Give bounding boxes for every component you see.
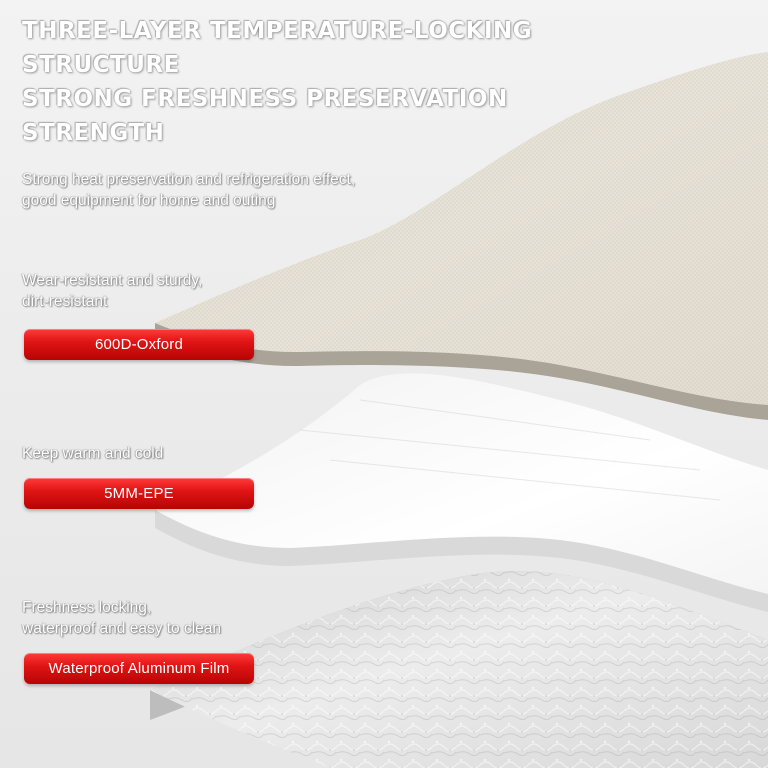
feature-epe-line-1: Keep warm and cold: [22, 445, 164, 462]
title-line-1: THREE-LAYER TEMPERATURE-LOCKING: [22, 18, 533, 44]
feature-aluminum-text: [22, 597, 221, 639]
feature-aluminum-line-1: Freshness locking,: [22, 599, 152, 616]
badge-5mm-epe: [24, 478, 254, 509]
badge-waterproof-aluminum-film-label: Waterproof Aluminum Film: [48, 660, 230, 677]
badge-600d-oxford-label: 600D-Oxford: [94, 336, 184, 353]
feature-oxford-line-1: Wear-resistant and sturdy,: [22, 272, 203, 289]
feature-epe-text: [22, 443, 163, 464]
badge-5mm-epe-label: 5MM-EPE: [104, 485, 174, 502]
description-line-1: Strong heat preservation and refrigeration effect,: [22, 171, 356, 188]
title-line-3: STRONG FRESHNESS PRESERVATION: [22, 86, 508, 112]
badge-600d-oxford: [24, 329, 254, 360]
title-line-2: STRUCTURE: [22, 52, 180, 78]
feature-aluminum-line-2: waterproof and easy to clean: [22, 620, 222, 637]
feature-oxford-text: [22, 270, 202, 312]
title-line-4: STRENGTH: [22, 120, 165, 146]
badge-waterproof-aluminum-film: [24, 653, 254, 684]
feature-oxford-line-2: dirt-resistant: [22, 293, 108, 310]
description: [22, 169, 355, 211]
description-line-2: good equipment for home and outing: [22, 192, 276, 209]
page-title: [22, 14, 532, 150]
